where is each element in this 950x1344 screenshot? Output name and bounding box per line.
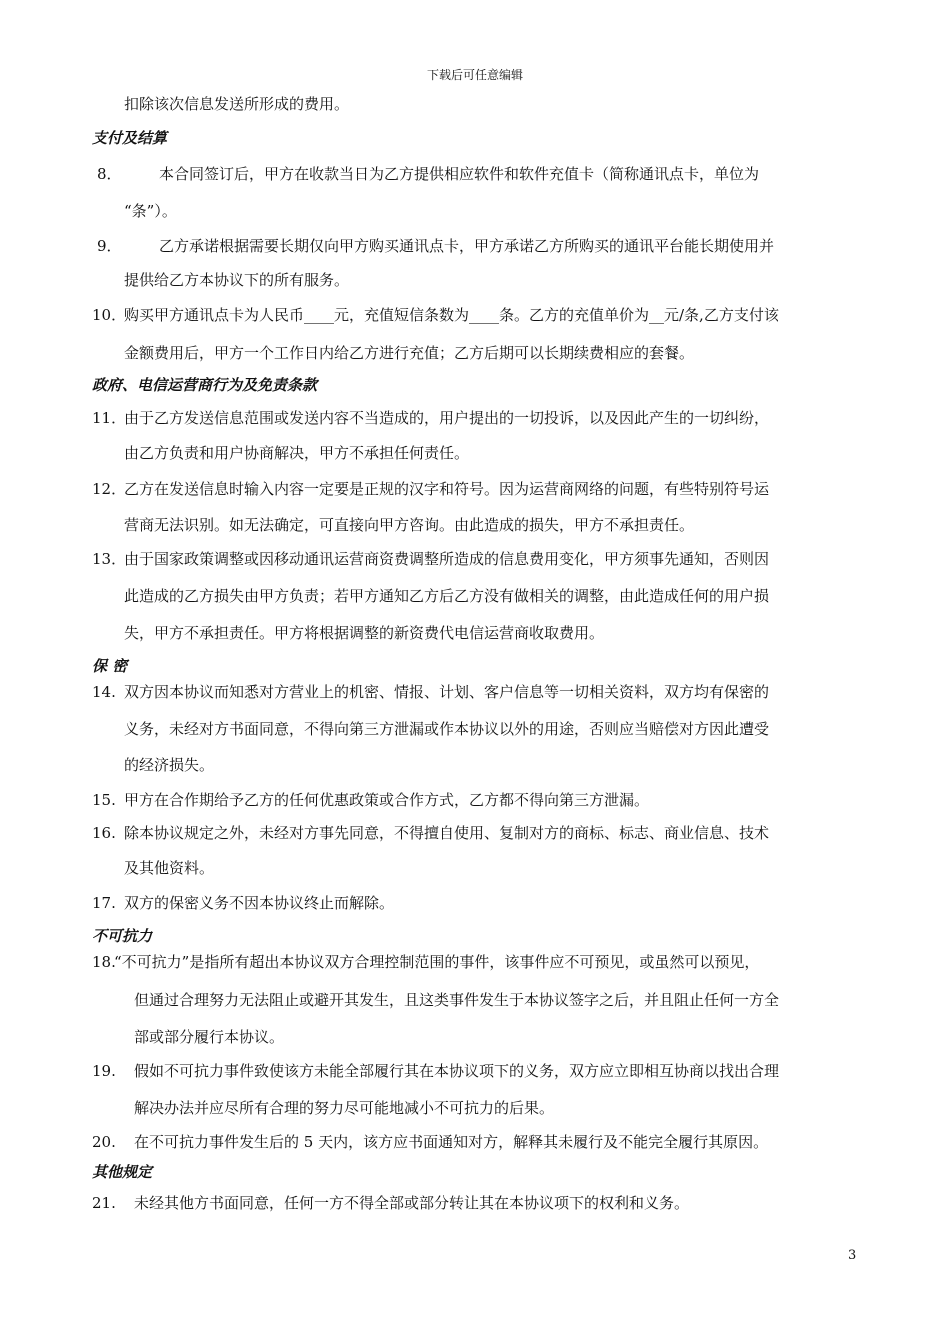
item-10-number: 10． <box>92 306 127 324</box>
item-17-line-1: 双方的保密义务不因本协议终止而解除。 <box>124 894 395 912</box>
item-11-number: 11． <box>92 409 127 427</box>
item-19-line-2: 解决办法并应尽所有合理的努力尽可能地减小不可抗力的后果。 <box>134 1099 555 1117</box>
item-13-number: 13． <box>92 550 127 568</box>
item-17-number: 17. <box>92 894 116 912</box>
item-13-line-3: 失，甲方不承担责任。甲方将根据调整的新资费代电信运营商收取费用。 <box>124 624 605 642</box>
item-21-number: 21. <box>92 1194 116 1212</box>
item-18-number: 18. <box>92 953 116 971</box>
item-12-line-1: 乙方在发送信息时输入内容一定要是正规的汉字和符号。因为运营商网络的问题，有些特别符号运 <box>124 480 770 498</box>
item-14-line-2: 义务，未经对方书面同意，不得向第三方泄漏或作本协议以外的用途，否则应当赔偿对方因此遭受 <box>124 720 770 738</box>
item-11-line-1: 由于乙方发送信息范围或发送内容不当造成的，用户提出的一切投诉，以及因此产生的一切纠纷， <box>124 409 770 427</box>
item-20-number: 20. <box>92 1133 116 1151</box>
section-payment-heading: 支付及结算 <box>92 129 168 147</box>
page-header: 下载后可任意编辑 <box>426 68 523 82</box>
item-18-line-2: 但通过合理努力无法阻止或避开其发生，且这类事件发生于本协议签字之后，并且阻止任何一方全 <box>134 991 780 1009</box>
item-13-line-1: 由于国家政策调整或因移动通讯运营商资费调整所造成的信息费用变化，甲方须事先通知，否则因 <box>124 550 770 568</box>
item-10-line-2: 金额费用后，甲方一个工作日内给乙方进行充值；乙方后期可以长期续费相应的套餐。 <box>124 344 695 362</box>
item-12-line-2: 营商无法识别。如无法确定，可直接向甲方咨询。由此造成的损失，甲方不承担责任。 <box>124 516 695 534</box>
item-10-line-1: 购买甲方通讯点卡为人民币____元，充值短信条数为____条。乙方的充值单价为__元/条,乙方支付该 <box>124 306 779 324</box>
intro-line: 扣除该次信息发送所形成的费用。 <box>124 95 350 113</box>
item-12-number: 12． <box>92 480 127 498</box>
item-9-line-1: 乙方承诺根据需要长期仅向甲方购买通讯点卡，甲方承诺乙方所购买的通讯平台能长期使用并 <box>159 237 775 255</box>
item-21-line-1: 未经其他方书面同意，任何一方不得全部或部分转让其在本协议项下的权利和义务。 <box>134 1194 690 1212</box>
item-8-line-1: 本合同签订后，甲方在收款当日为乙方提供相应软件和软件充值卡（简称通讯点卡，单位为 <box>159 165 760 183</box>
item-19-line-1: 假如不可抗力事件致使该方未能全部履行其在本协议项下的义务，双方应立即相互协商以找出合理 <box>134 1062 780 1080</box>
section-force-majeure-heading: 不可抗力 <box>92 927 153 945</box>
item-9-number: 9． <box>97 237 122 255</box>
item-14-line-1: 双方因本协议而知悉对方营业上的机密、情报、计划、客户信息等一切相关资料，双方均有保密的 <box>124 683 770 701</box>
section-confidential-heading: 保 密 <box>92 657 128 675</box>
page-number: 3 <box>848 1248 857 1263</box>
item-11-line-2: 由乙方负责和用户协商解决，甲方不承担任何责任。 <box>124 444 470 462</box>
item-14-line-3: 的经济损失。 <box>124 756 215 774</box>
item-19-number: 19. <box>92 1062 116 1080</box>
section-other-heading: 其他规定 <box>92 1163 153 1181</box>
section-government-heading: 政府、电信运营商行为及免责条款 <box>92 376 318 394</box>
item-8-line-2: “条”）。 <box>124 202 177 220</box>
item-20-line-1: 在不可抗力事件发生后的 5 天内，该方应书面通知对方，解释其未履行及不能完全履行其原因。 <box>134 1133 769 1151</box>
item-16-line-1: 除本协议规定之外，未经对方事先同意，不得擅自使用、复制对方的商标、标志、商业信息、技术 <box>124 824 770 842</box>
item-8-number: 8． <box>97 165 122 183</box>
item-16-line-2: 及其他资料。 <box>124 859 215 877</box>
item-15-number: 15. <box>92 791 116 809</box>
item-15-line-1: 甲方在合作期给予乙方的任何优惠政策或合作方式，乙方都不得向第三方泄漏。 <box>124 791 650 809</box>
item-18-line-1: “不可抗力”是指所有超出本协议双方合理控制范围的事件，该事件应不可预见，或虽然可以预见， <box>114 953 760 971</box>
item-16-number: 16. <box>92 824 116 842</box>
item-13-line-2: 此造成的乙方损失由甲方负责；若甲方通知乙方后乙方没有做相关的调整，由此造成任何的用户损 <box>124 587 770 605</box>
item-9-line-2: 提供给乙方本协议下的所有服务。 <box>124 271 350 289</box>
item-18-line-3: 部或部分履行本协议。 <box>134 1028 285 1046</box>
item-14-number: 14. <box>92 683 116 701</box>
